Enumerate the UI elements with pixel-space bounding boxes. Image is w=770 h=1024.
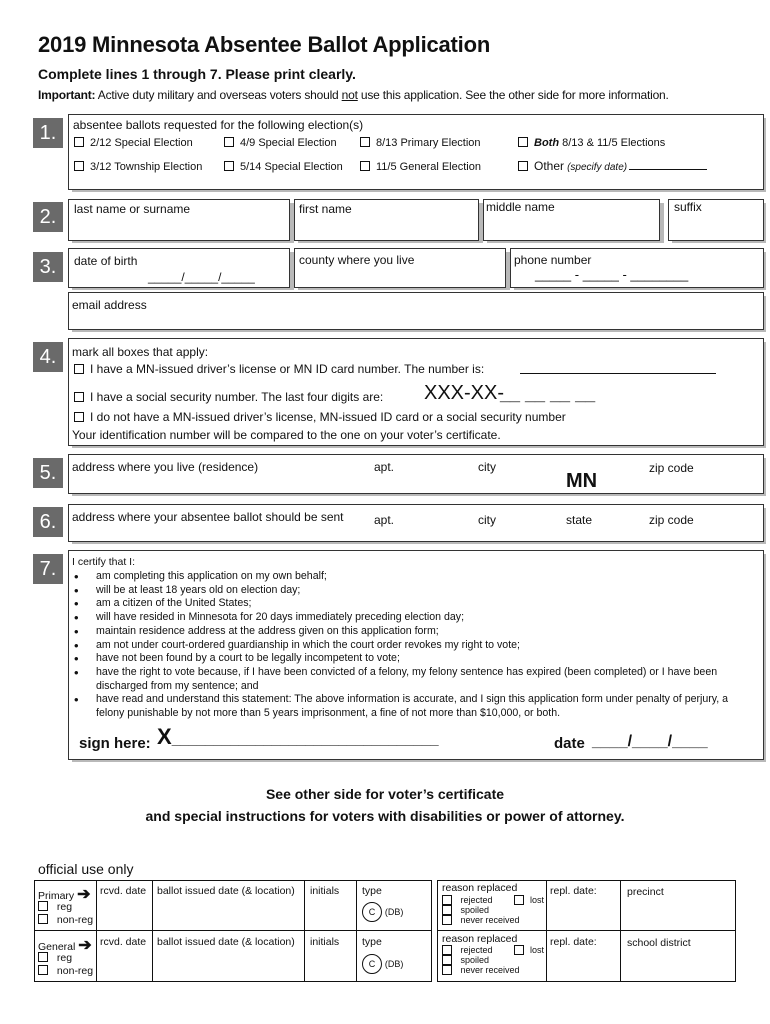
checkbox[interactable] <box>442 915 452 925</box>
checkbox[interactable] <box>74 412 84 422</box>
school-district-label: school district <box>627 937 691 949</box>
checkbox[interactable] <box>518 161 528 171</box>
reg-label: reg <box>56 901 73 913</box>
signature-line: ________________________________ <box>171 731 439 748</box>
never-2[interactable] <box>442 965 520 976</box>
spoiled-label: spoiled <box>460 905 490 915</box>
checkbox[interactable] <box>514 945 524 955</box>
repl-date-1: repl. date: <box>550 885 597 897</box>
checkbox[interactable] <box>442 965 452 975</box>
option-label: 2/12 Special Election <box>90 137 193 149</box>
certify-item: • am not under court-ordered guardianship in which the court order revokes my right to vote; <box>96 639 746 653</box>
section-7-number: 7. <box>33 554 63 584</box>
c-circle: C <box>362 954 382 974</box>
last-name-label: last name or surname <box>74 202 191 216</box>
section-4-label: mark all boxes that apply: <box>72 345 209 359</box>
important-not: not <box>341 88 358 102</box>
mailing-apt-label: apt. <box>374 513 395 527</box>
footer-line-1: See other side for voter’s certificate <box>265 786 505 802</box>
option-label: 11/5 General Election <box>376 161 481 173</box>
mailing-city-label: city <box>478 513 496 527</box>
checkbox[interactable] <box>74 137 84 147</box>
certify-item: • maintain residence address at the address given on this application form; <box>96 625 746 639</box>
checkbox[interactable] <box>514 895 524 905</box>
option-label: 4/9 Special Election <box>240 137 337 149</box>
arrow-right-icon: ➔ <box>77 886 91 903</box>
election-option-2-12[interactable] <box>74 137 193 149</box>
certify-item: • will be at least 18 years old on election day; <box>96 584 746 598</box>
id-note: Your identification number will be compared to the one on your voter’s certificate. <box>72 428 501 442</box>
election-option-11-5[interactable] <box>360 161 481 173</box>
certify-item: • am a citizen of the United States; <box>96 597 746 611</box>
db-label: (DB) <box>384 907 404 917</box>
option-label: I do not have a MN-issued driver’s license, MN-issued ID card or a social security number <box>90 410 566 424</box>
option-label: 8/13 Primary Election <box>376 137 481 149</box>
checkbox[interactable] <box>74 161 84 171</box>
option-label: 5/14 Special Election <box>240 161 343 173</box>
reason-replaced-1: reason replaced <box>442 882 518 894</box>
date-label: date <box>554 735 585 752</box>
precinct-label: precinct <box>627 886 664 898</box>
signature-field[interactable] <box>157 724 439 750</box>
primary-issued: ballot issued date (& location) <box>157 885 295 897</box>
certify-item: • have not been found by a court to be legally incompetent to vote; <box>96 652 746 666</box>
residence-address-label: address where you live (residence) <box>72 460 259 474</box>
page-subtitle: Complete lines 1 through 7. Please print clearly. <box>38 66 356 82</box>
date-field[interactable]: ____/____/____ <box>592 733 708 750</box>
email-label: email address <box>72 298 147 312</box>
checkbox[interactable] <box>442 955 452 965</box>
first-name-label: first name <box>299 202 352 216</box>
email-field[interactable] <box>68 292 764 330</box>
primary-type-c[interactable] <box>362 902 403 922</box>
option-label: I have a social security number. The last four digits are: <box>90 390 384 404</box>
certify-item: • will have resided in Minnesota for 20 days immediately preceding election day; <box>96 611 746 625</box>
residence-zip-label: zip code <box>649 461 694 475</box>
reg-label: reg <box>56 952 73 964</box>
both-label: Both <box>534 137 560 149</box>
election-option-5-14[interactable] <box>224 161 343 173</box>
nonreg-label: non-reg <box>56 914 94 926</box>
rejected-label: rejected <box>460 945 493 955</box>
checkbox[interactable] <box>74 392 84 402</box>
middle-name-label: middle name <box>486 200 555 214</box>
spoiled-label: spoiled <box>460 955 490 965</box>
general-initials: initials <box>310 936 340 948</box>
section-1-number: 1. <box>33 118 63 148</box>
election-option-both[interactable] <box>518 137 665 149</box>
footer-line-2: and special instructions for voters with disabilities or power of attorney. <box>145 808 625 824</box>
primary-rcvd: rcvd. date <box>100 885 147 897</box>
certify-item: • am completing this application on my own behalf; <box>96 570 746 584</box>
phone-blank: _____ - _____ - ________ <box>535 267 689 282</box>
repl-date-2: repl. date: <box>550 936 597 948</box>
section-3-number: 3. <box>33 252 63 282</box>
db-label: (DB) <box>384 959 404 969</box>
dob-label: date of birth <box>74 254 138 268</box>
checkbox[interactable] <box>518 137 528 147</box>
checkbox[interactable] <box>224 161 234 171</box>
checkbox[interactable] <box>442 895 452 905</box>
checkbox[interactable] <box>442 905 452 915</box>
primary-type: type <box>362 885 382 897</box>
sign-x: X <box>157 724 172 749</box>
section-2-number: 2. <box>33 202 63 232</box>
rejected-label: rejected <box>460 895 493 905</box>
general-rcvd: rcvd. date <box>100 936 147 948</box>
option-label: 3/12 Township Election <box>90 161 203 173</box>
page-title: 2019 Minnesota Absentee Ballot Application <box>38 32 491 57</box>
c-circle: C <box>362 902 382 922</box>
section-5-number: 5. <box>33 458 63 488</box>
option-label: 8/13 & 11/5 Elections <box>562 137 666 149</box>
certify-item: • have the right to vote because, if I have been convicted of a felony, my felony sentence has expired (been completed) or I have been discharged from my sentence; and <box>96 666 746 693</box>
checkbox[interactable] <box>38 914 48 924</box>
certify-item: • have read and understand this statement: The above information is accurate, and I sign this application form under penalty of perjury, a felony punishable by not more than 5 years imprisonment, a fine of not more than $10,000, or both. <box>96 693 746 720</box>
option-label: I have a MN-issued driver’s license or MN ID card number. The number is: <box>90 362 485 376</box>
election-option-other[interactable] <box>518 159 707 173</box>
primary-reg[interactable] <box>38 901 72 913</box>
mailing-address-label: address where your absentee ballot should be sent <box>72 510 344 524</box>
mailing-zip-label: zip code <box>649 513 694 527</box>
general-name: General <box>38 941 76 953</box>
dob-blank: _____/_____/_____ <box>148 270 255 284</box>
checkbox[interactable] <box>74 364 84 374</box>
official-use-title: official use only <box>38 861 134 877</box>
important-label: Important: <box>38 88 96 102</box>
residence-city-label: city <box>478 460 496 474</box>
primary-initials: initials <box>310 885 340 897</box>
general-issued: ballot issued date (& location) <box>157 936 295 948</box>
important-text-post: use this application. See the other side for more information. <box>357 88 669 102</box>
lost-label: lost <box>530 945 545 955</box>
no-id-option[interactable] <box>74 410 566 424</box>
checkbox[interactable] <box>38 901 48 911</box>
sign-label: sign here: <box>79 735 151 752</box>
election-option-3-12[interactable] <box>74 161 202 173</box>
never-label: never received <box>460 915 520 925</box>
phone-label: phone number <box>514 253 592 267</box>
general-type-c[interactable] <box>362 954 403 974</box>
ssn-option[interactable] <box>74 390 383 404</box>
other-hint: (specify date) <box>567 162 628 173</box>
election-option-4-9[interactable] <box>224 137 337 149</box>
section-6-number: 6. <box>33 507 63 537</box>
checkbox[interactable] <box>360 161 370 171</box>
checkbox[interactable] <box>442 945 452 955</box>
section-1-label: absentee ballots requested for the following election(s) <box>73 118 364 132</box>
election-option-8-13[interactable] <box>360 137 481 149</box>
residence-state: MN <box>566 470 598 492</box>
arrow-right-icon: ➔ <box>78 937 92 954</box>
section-4-number: 4. <box>33 342 63 372</box>
primary-nonreg[interactable] <box>38 914 93 926</box>
option-label: Other <box>534 159 565 173</box>
ssn-prefix: XXX-XX- <box>424 382 505 404</box>
residence-apt-label: apt. <box>374 460 395 474</box>
nonreg-label: non-reg <box>56 965 94 977</box>
lost-label: lost <box>530 895 545 905</box>
mailing-state-label: state <box>566 513 593 527</box>
general-type: type <box>362 936 382 948</box>
checkbox[interactable] <box>224 137 234 147</box>
important-note <box>38 88 669 102</box>
dl-number-line[interactable] <box>520 373 716 374</box>
general-nonreg[interactable] <box>38 965 93 977</box>
primary-name: Primary <box>38 890 75 902</box>
checkbox[interactable] <box>38 952 48 962</box>
lost-1[interactable] <box>514 895 544 906</box>
general-reg[interactable] <box>38 952 72 964</box>
checkbox[interactable] <box>38 965 48 975</box>
ssn-blanks[interactable]: __ __ __ __ <box>500 384 596 404</box>
never-label: never received <box>460 965 520 975</box>
certify-intro: I certify that I: <box>72 556 136 568</box>
important-text: Active duty military and overseas voters should <box>95 88 342 102</box>
never-1[interactable] <box>442 915 520 926</box>
suffix-label: suffix <box>674 200 702 214</box>
county-label: county where you live <box>299 253 415 267</box>
dl-option[interactable] <box>74 362 484 376</box>
reason-replaced-2: reason replaced <box>442 933 518 945</box>
certify-list <box>70 570 746 721</box>
checkbox[interactable] <box>360 137 370 147</box>
lost-2[interactable] <box>514 945 544 956</box>
